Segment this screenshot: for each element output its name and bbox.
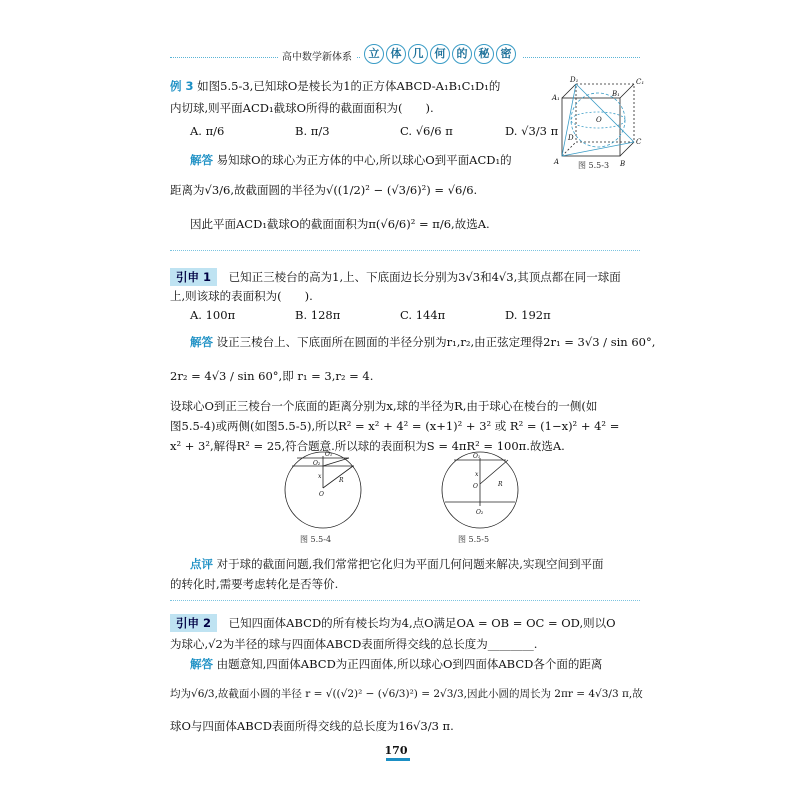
figure-5-5-4 — [283, 450, 363, 530]
example3-option-d: D. √3/3 π — [505, 124, 559, 138]
extension1-solution-line2: 2r₂ = 4√3 / sin 60°,即 r₁ = 3,r₂ = 4. — [170, 369, 374, 383]
example3-option-b: B. π/3 — [295, 124, 330, 138]
radius-line — [480, 460, 508, 484]
extension1-option-d: D. 192π — [505, 308, 551, 322]
page-number: 170 — [384, 744, 408, 757]
extension2-solution-text: 由题意知,四面体ABCD为正四面体,所以球心O到四面体ABCD各个面的距离 — [216, 657, 603, 671]
section-divider — [170, 600, 640, 601]
extension1-question-line2: 上,则该球的表面积为( ). — [170, 289, 313, 303]
example3-solution-label: 解答 — [190, 153, 213, 167]
extension1-solution-text: 设正三棱台上、下底面所在圆面的半径分别为r₁,r₂,由正弦定理得2r₁ = 3√3 / sin 60°, — [216, 335, 656, 349]
fig3-label-b: B — [620, 160, 626, 168]
extension1-option-a: A. 100π — [190, 308, 236, 322]
fig4-label-o1: O₁ — [325, 451, 333, 458]
extension1-solution-line1 — [190, 334, 655, 350]
fig5-label-r: R — [498, 481, 503, 488]
fig4-label-x: x — [318, 473, 322, 480]
fig3-label-c: C — [636, 138, 642, 146]
comment-text: 对于球的截面问题,我们常常把它化归为平面几何问题来解决,实现空间到平面 — [216, 557, 604, 571]
header-char: 密 — [496, 44, 516, 64]
example3-label: 例 3 — [170, 79, 194, 93]
example3-solution-line1 — [190, 152, 512, 168]
slant-line — [323, 458, 349, 466]
header-char: 秘 — [474, 44, 494, 64]
fig4-label-o: O — [319, 491, 324, 498]
radius-line — [323, 466, 353, 488]
cube-edge — [620, 84, 634, 98]
example3-option-c: C. √6/6 π — [400, 124, 453, 138]
extension2-question-line1 — [170, 614, 616, 632]
page-header — [170, 48, 640, 66]
example3-question-line2: 内切球,则平面ACD₁截球O所得的截面面积为( ). — [170, 101, 434, 115]
fig4-label-r: R — [339, 477, 344, 484]
section-edge — [562, 84, 576, 156]
example3-solution-line3: 因此平面ACD₁截球O的截面面积为π(√6/6)² = π/6,故选A. — [190, 217, 490, 231]
extension1-solution-label: 解答 — [190, 335, 213, 349]
extension1-option-c: C. 144π — [400, 308, 446, 322]
figure-5-5-3-caption: 图 5.5-3 — [578, 161, 610, 170]
fig5-label-x: x — [475, 471, 479, 478]
extension2-question-text: 已知四面体ABCD的所有棱长均为4,点O满足OA = OB = OC = OD,则以O — [228, 616, 616, 630]
figure-5-5-5-caption: 图 5.5-5 — [458, 535, 490, 544]
figure-5-5-5 — [440, 450, 520, 530]
comment-line2: 的转化时,需要考虑转化是否等价. — [170, 577, 339, 591]
extension2-solution-line2: 均为√6/3,故截面小圆的半径 r = √((√2)² − (√6/3)²) = 2√3/3,因此小圆的周长为 2πr = 4√3/3 π,故 — [170, 688, 643, 700]
example3-solution-text: 易知球O的球心为正方体的中心,所以球心O到平面ACD₁的 — [216, 153, 512, 167]
comment-line1 — [190, 556, 603, 572]
extension2-solution-line3: 球O与四面体ABCD表面所得交线的总长度为16√3/3 π. — [170, 719, 454, 733]
fig3-label-a1: A₁ — [552, 94, 560, 102]
figure-5-5-3 — [550, 74, 650, 169]
example3-question-text: 如图5.5-3,已知球O是棱长为1的正方体ABCD-A₁B₁C₁D₁的 — [197, 79, 501, 93]
example3-question-line1 — [170, 78, 500, 94]
example3-solution-line2: 距离为√3/6,故截面圆的半径为√((1/2)² − (√3/6)²) = √6/6. — [170, 183, 478, 197]
fig3-label-a: A — [554, 158, 560, 166]
extension1-label: 引申 1 — [170, 268, 217, 286]
extension1-question-line1 — [170, 268, 621, 286]
extension1-question-text: 已知正三棱台的高为1,上、下底面边长分别为3√3和4√3,其顶点都在同一球面 — [228, 270, 621, 284]
section-edge — [562, 142, 634, 156]
header-series: 高中数学新体系 — [278, 48, 356, 63]
fig5-label-o1: O₁ — [473, 453, 481, 460]
header-char: 几 — [408, 44, 428, 64]
extension1-solution-line3: 设球心O到正三棱台一个底面的距离分别为x,球的半径为R,由于球心在棱台的一侧(如 — [170, 399, 598, 413]
extension2-label: 引申 2 — [170, 614, 217, 632]
extension1-solution-line5: x² + 3²,解得R² = 25,符合题意.所以球的表面积为S = 4πR² = 100π.故选A. — [170, 439, 565, 453]
fig3-label-c1: C₁ — [636, 78, 645, 86]
page-number-underline — [386, 758, 410, 761]
comment-label: 点评 — [190, 557, 213, 571]
header-char: 体 — [386, 44, 406, 64]
header-char: 何 — [430, 44, 450, 64]
example3-option-a: A. π/6 — [190, 124, 225, 138]
header-title — [360, 44, 522, 64]
extension2-solution-line1 — [190, 656, 602, 672]
header-char: 的 — [452, 44, 472, 64]
section-divider — [170, 250, 640, 251]
fig3-label-o: O — [596, 116, 602, 124]
extension2-solution-label: 解答 — [190, 657, 213, 671]
fig5-label-o2: O₂ — [476, 509, 484, 516]
fig3-label-d1: D₁ — [570, 76, 579, 84]
fig3-label-b1: B₁ — [612, 90, 620, 98]
extension2-question-line2: 为球心,√2为半径的球与四面体ABCD表面所得交线的总长度为________. — [170, 637, 538, 651]
fig4-label-o2: O₂ — [313, 460, 321, 467]
figure-5-5-4-caption: 图 5.5-4 — [300, 535, 332, 544]
extension1-option-b: B. 128π — [295, 308, 341, 322]
extension1-solution-line4: 图5.5-4)或两侧(如图5.5-5),所以R² = x² + 4² = (x+1)² + 3² 或 R² = (1−x)² + 4² = — [170, 419, 620, 433]
header-char: 立 — [364, 44, 384, 64]
fig5-label-o: O — [473, 483, 478, 490]
fig3-label-d: D — [568, 134, 574, 142]
